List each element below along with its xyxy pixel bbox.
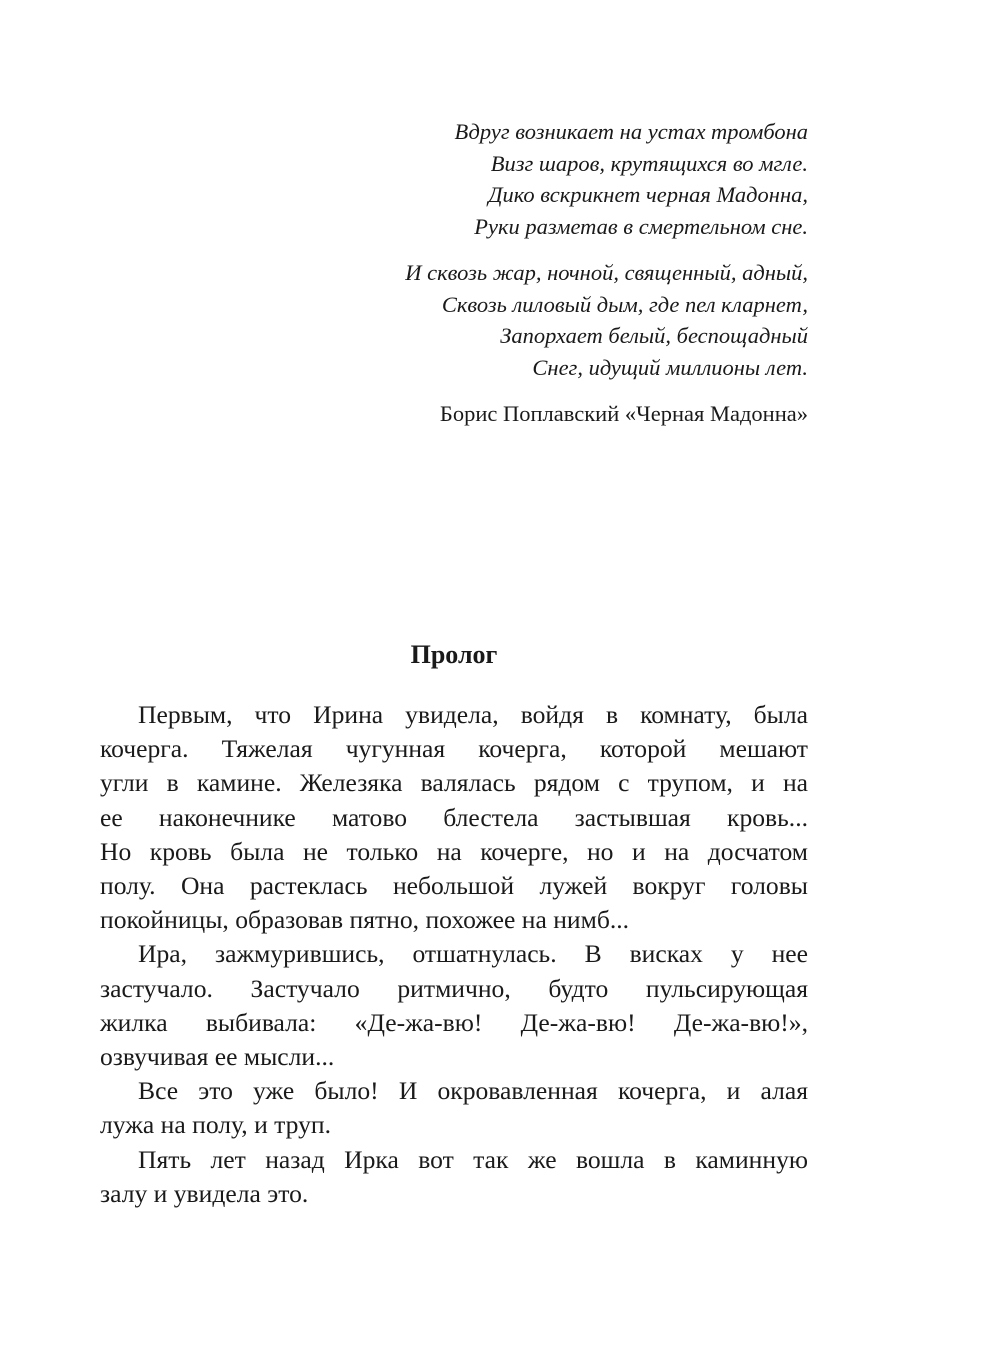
text-line: застучало. Застучало ритмично, будто пульсирующая	[100, 973, 808, 1003]
text-line: покойницы, образовав пятно, похожее на нимб...	[100, 905, 630, 935]
epigraph-stanza-2	[288, 257, 808, 383]
text-line: Ира, зажмурившись, отшатнулась. В висках у нее	[138, 939, 808, 969]
text-line: кочерга. Тяжелая чугунная кочерга, которой мешают	[100, 734, 808, 764]
paragraph-2	[100, 937, 808, 1074]
text-line: ее наконечнике матово блестела застывшая кровь...	[100, 802, 808, 832]
epigraph-attribution: Борис Поплавский «Черная Мадонна»	[439, 401, 808, 426]
epigraph	[288, 116, 808, 430]
text-line: залу и увидела это.	[100, 1178, 309, 1208]
body-text	[100, 698, 808, 1211]
verse-line: Руки разметав в смертельном сне.	[474, 213, 808, 239]
paragraph-1	[100, 698, 808, 937]
verse-line: Снег, идущий миллионы лет.	[532, 354, 808, 380]
epigraph-stanza-1	[288, 116, 808, 242]
verse-line: И сквозь жар, ночной, священный, адный,	[405, 260, 808, 285]
verse-line: Сквозь лиловый дым, где пел кларнет,	[441, 291, 808, 317]
text-line: Пять лет назад Ирка вот так же вошла в каминную	[138, 1144, 808, 1174]
text-line: полу. Она растеклась небольшой лужей вокруг головы	[100, 871, 808, 901]
chapter-title: Пролог	[410, 640, 498, 669]
text-line: жилка выбивала: «Де-жа-вю! Де-жа-вю! Де-жа-вю!»,	[100, 1007, 808, 1037]
text-line: Все это уже было! И окровавленная кочерга, и алая	[138, 1076, 808, 1106]
text-line: угли в камине. Железяка валялась рядом с трупом, и на	[100, 768, 808, 798]
paragraph-3	[100, 1074, 808, 1142]
verse-line: Визг шаров, крутящихся во мгле.	[490, 150, 808, 176]
paragraph-4	[100, 1143, 808, 1211]
verse-line: Вдруг возникает на устах тромбона	[454, 119, 808, 144]
text-line: озвучивая ее мысли...	[100, 1042, 335, 1072]
verse-line: Запорхает белый, беспощадный	[500, 323, 808, 348]
text-line: Но кровь была не только на кочерге, но и на досчатом	[100, 836, 808, 866]
text-line: Первым, что Ирина увидела, войдя в комнату, была	[138, 700, 808, 729]
text-line: лужа на полу, и труп.	[100, 1110, 332, 1140]
verse-line: Дико вскрикнет черная Мадонна,	[488, 182, 808, 207]
